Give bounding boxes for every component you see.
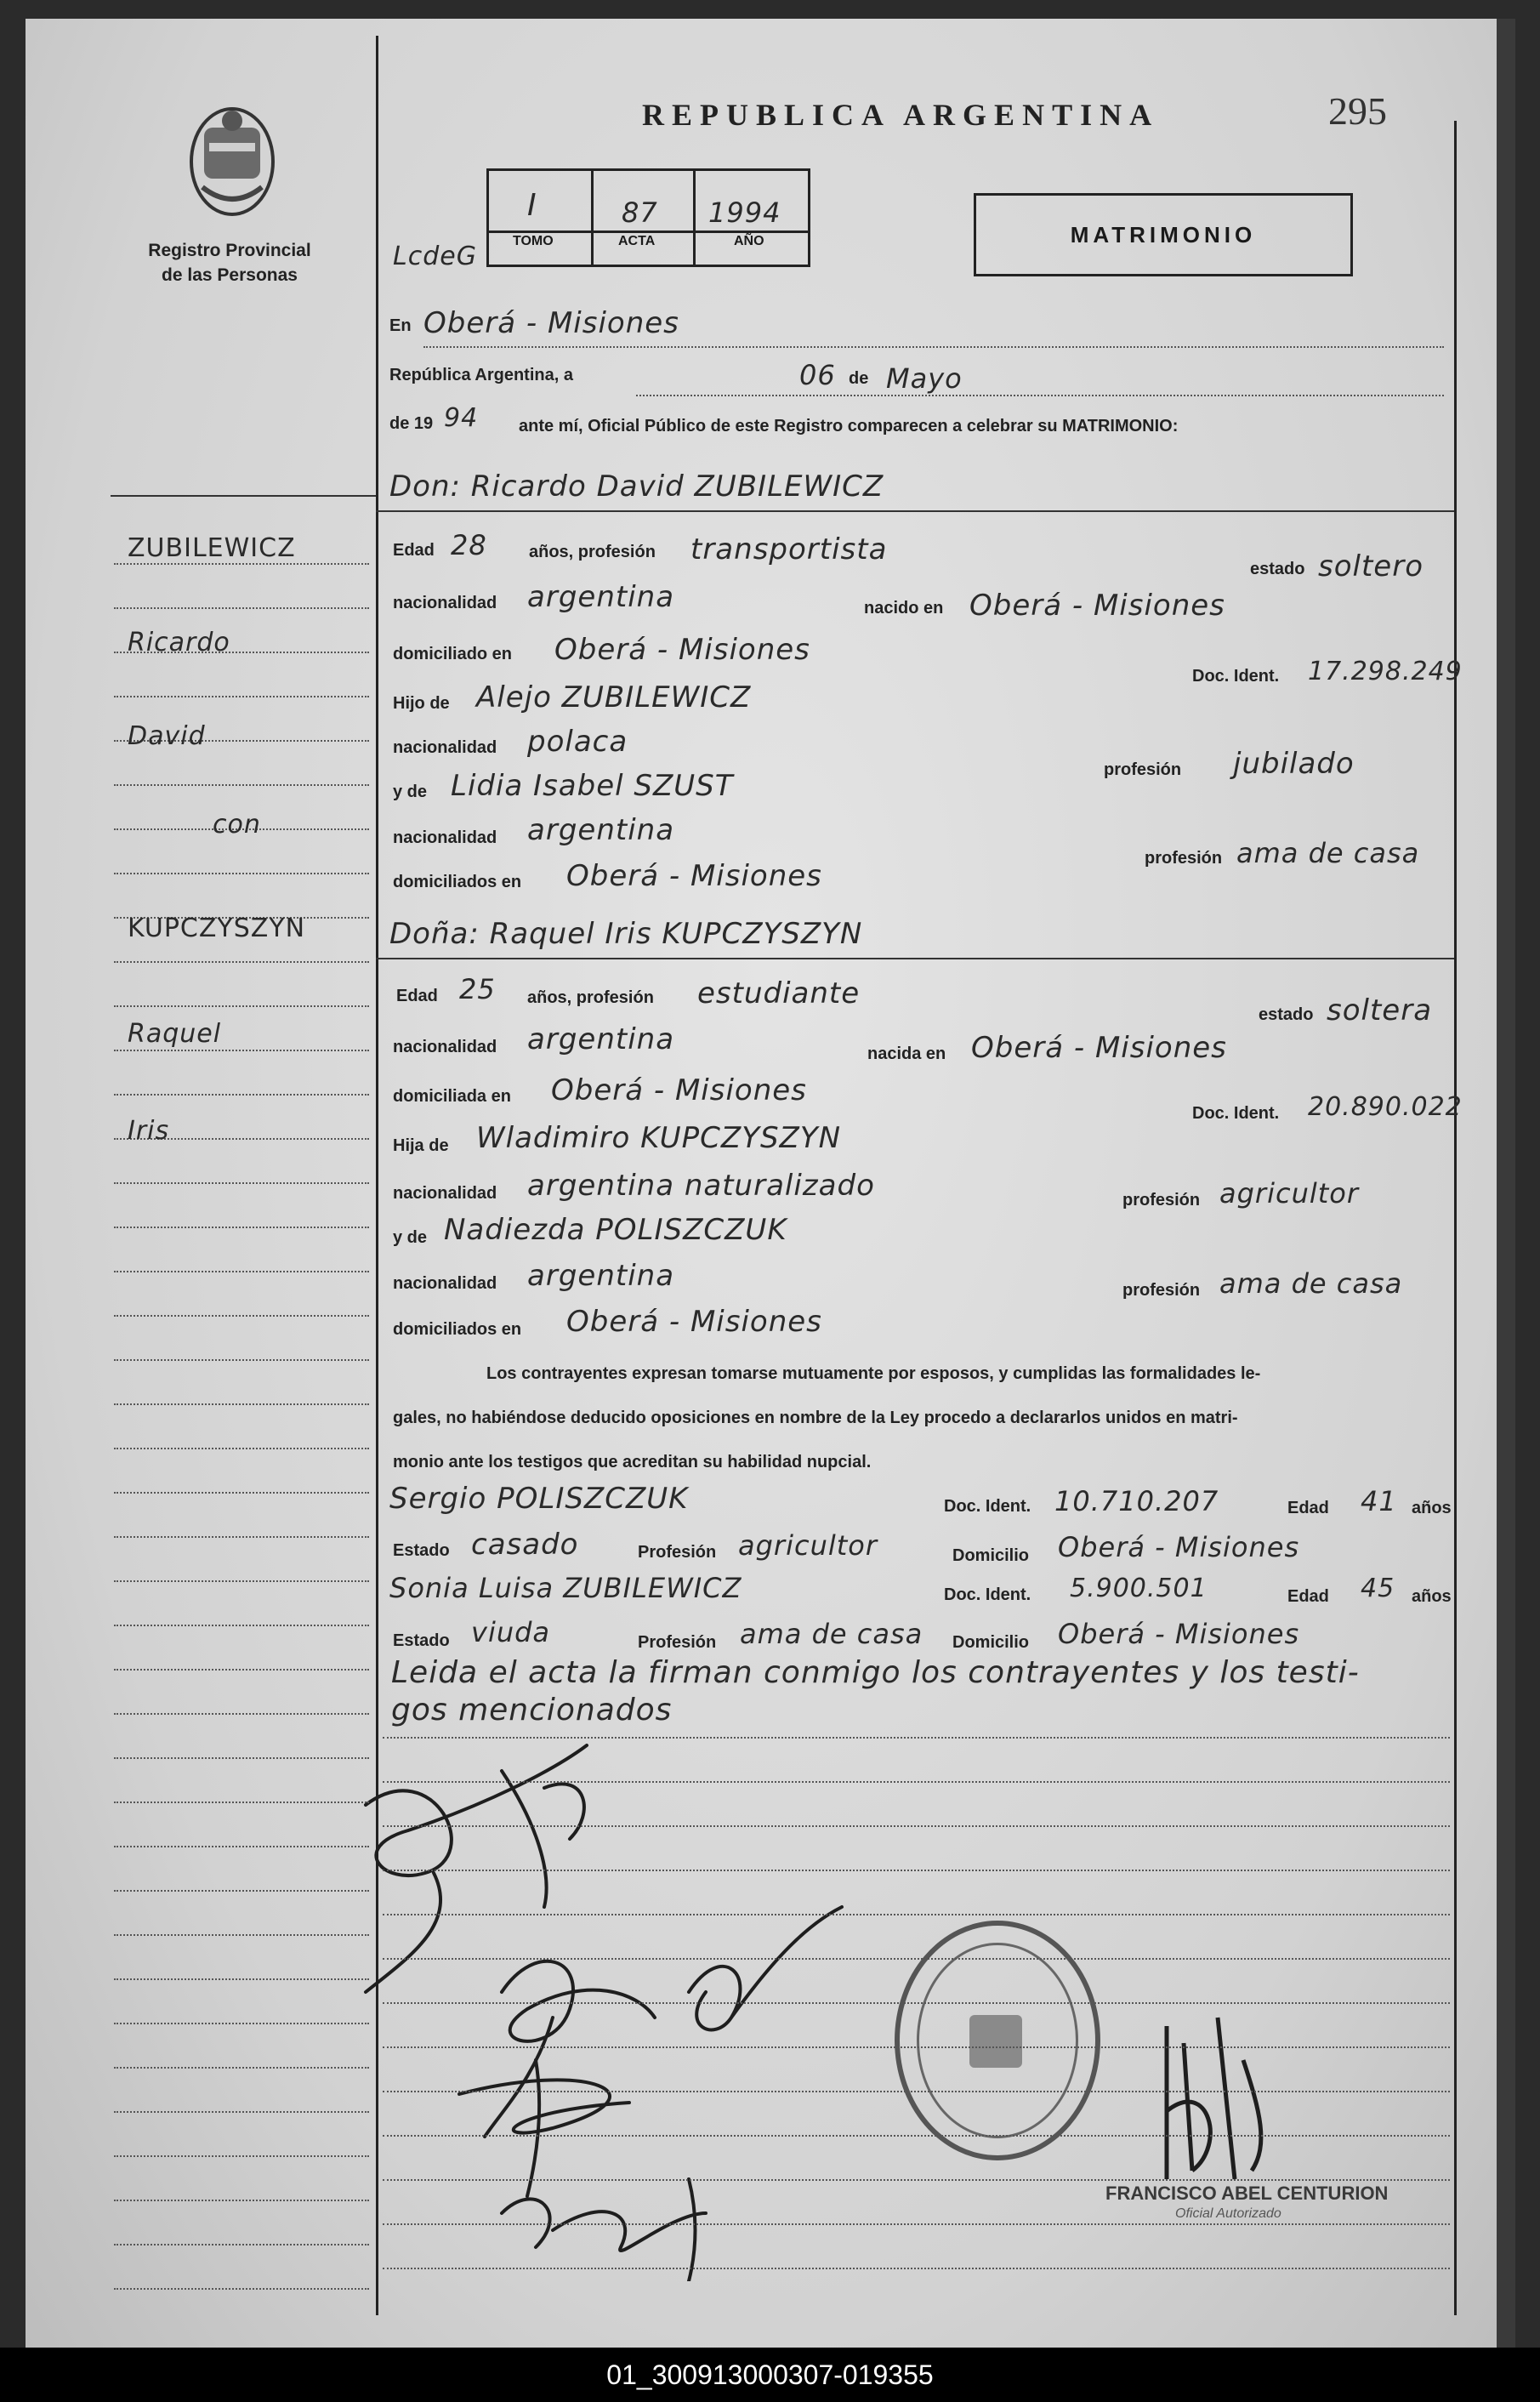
groom-parents-dom-label: domiciliados en: [393, 873, 522, 891]
margin-rule-line: [114, 563, 369, 565]
volume-box: [486, 168, 810, 267]
witness-2-profession: ama de casa: [740, 1618, 923, 1650]
official-seal-icon: [895, 1921, 1100, 2160]
margin-rule-line: [114, 1978, 369, 1980]
witness-1-doc-label: Doc. Ident.: [944, 1497, 1031, 1516]
body-rule-line: [383, 2135, 1450, 2137]
witness-1-name: Sergio POLISZCZUK: [389, 1482, 689, 1516]
groom-dom-label: domiciliado en: [393, 645, 513, 663]
bride-profession: estudiante: [697, 976, 861, 1010]
groom-mother-profession: ama de casa: [1236, 837, 1420, 869]
intro-statement: ante mí, Oficial Público de este Registro comparecen a celebrar su MATRIMONIO:: [519, 417, 1179, 435]
tomo-value: I: [527, 188, 537, 223]
page-number: 295: [1328, 89, 1387, 133]
groom-estado: soltero: [1318, 549, 1424, 583]
declaration-line-3: monio ante los testigos que acreditan su habilidad nupcial.: [393, 1453, 872, 1471]
bride-parents-domicile: Oberá - Misiones: [566, 1305, 822, 1339]
body-rule-line: [383, 1870, 1450, 1871]
body-rule-line: [383, 1737, 1450, 1739]
margin-rule-line: [114, 696, 369, 697]
groom-father-nac-label: nacionalidad: [393, 738, 497, 757]
bride-father-nac-label: nacionalidad: [393, 1184, 497, 1203]
margin-rule-line: [114, 1757, 369, 1759]
scan-footer: [0, 2348, 1540, 2402]
body-rule-line: [383, 2046, 1450, 2048]
margin-rule-line: [114, 1050, 369, 1051]
bride-mother-nac-label: nacionalidad: [393, 1274, 497, 1293]
witness-1-anos-label: años: [1412, 1499, 1452, 1517]
groom-father-profession: jubilado: [1233, 747, 1355, 781]
bride-yde-label: y de: [393, 1228, 428, 1247]
margin-rule-line: [114, 1005, 369, 1007]
witness-2-estado-label: Estado: [393, 1631, 450, 1650]
document-page: [26, 19, 1515, 2348]
body-rule-line: [383, 1825, 1450, 1827]
body-rule-line: [383, 2179, 1450, 2181]
margin-rule-line: [114, 1536, 369, 1538]
groom-mother: Lidia Isabel SZUST: [451, 769, 734, 803]
right-border: [1454, 121, 1457, 2315]
bride-dom-label: domiciliada en: [393, 1087, 511, 1106]
body-rule-line: [383, 1914, 1450, 1915]
margin-rule-line: [114, 784, 369, 786]
margin-rule-line: [114, 1846, 369, 1847]
groom-age: 28: [451, 529, 487, 561]
margin-rule-line: [114, 2111, 369, 2113]
margin-rule-line: [114, 1182, 369, 1184]
groom-father-nationality: polaca: [527, 725, 628, 759]
margin-note-con: con: [213, 810, 261, 840]
bride-domicile: Oberá - Misiones: [551, 1073, 807, 1107]
scan-id: 01_300913000307-019355: [606, 2359, 934, 2390]
bride-father-profession: agricultor: [1219, 1177, 1360, 1210]
bride-age: 25: [459, 973, 496, 1005]
witness-1-estado-label: Estado: [393, 1541, 450, 1560]
act-place: Oberá - Misiones: [423, 306, 679, 340]
margin-note-groom-middle: David: [128, 721, 206, 751]
body-rule-line: [383, 2002, 1450, 2004]
closing-line-2: gos mencionados: [391, 1693, 673, 1728]
tomo-label: TOMO: [513, 234, 554, 248]
year-prefix: de 19: [389, 414, 434, 433]
bride-estado: soltera: [1327, 993, 1433, 1027]
groom-doc: 17.298.249: [1308, 657, 1463, 686]
acta-value: 87: [622, 196, 658, 229]
closing-line-1: Leida el acta la firman conmigo los contrayentes y los testi-: [391, 1655, 1360, 1690]
margin-rule-line: [114, 2244, 369, 2245]
margin-rule-line: [114, 1802, 369, 1803]
record-type: MATRIMONIO: [1070, 221, 1257, 248]
bride-estado-label: estado: [1259, 1005, 1314, 1024]
book-code: LcdeG: [393, 242, 477, 271]
official-title: Oficial Autorizado: [1175, 2206, 1281, 2221]
margin-rule-line: [114, 2067, 369, 2069]
witness-2-prof-label: Profesión: [638, 1633, 717, 1652]
de-label: de: [849, 369, 869, 388]
groom-nationality: argentina: [527, 580, 675, 614]
margin-rule-line: [114, 1492, 369, 1494]
groom-doc-label: Doc. Ident.: [1192, 667, 1280, 686]
margin-rule-line: [114, 1094, 369, 1096]
country-title: REPUBLICA ARGENTINA: [642, 98, 1160, 132]
bride-name: Doña: Raquel Iris KUPCZYSZYN: [389, 917, 863, 951]
coat-of-arms-icon: [185, 102, 279, 221]
bride-hija-label: Hija de: [393, 1136, 449, 1155]
margin-note-surname-groom: ZUBILEWICZ: [128, 533, 296, 563]
witness-1-profession: agricultor: [738, 1529, 878, 1562]
witness-1-estado: casado: [471, 1528, 579, 1562]
en-label: En: [389, 316, 412, 335]
margin-rule-line: [114, 961, 369, 963]
ano-label: AÑO: [734, 234, 764, 248]
registry-name: Registro Provincial de las Personas: [148, 241, 311, 285]
body-rule-line: [383, 1958, 1450, 1960]
groom-birthplace: Oberá - Misiones: [969, 589, 1225, 623]
body-rule-line: [383, 2223, 1450, 2225]
margin-note-groom-first: Ricardo: [128, 628, 230, 657]
republica-label: República Argentina, a: [389, 366, 573, 384]
bride-nationality: argentina: [527, 1022, 675, 1056]
witness-1-age: 41: [1361, 1485, 1397, 1517]
groom-nacido-label: nacido en: [864, 599, 944, 618]
ano-value: 1994: [708, 196, 781, 229]
bride-father-prof-label: profesión: [1122, 1191, 1201, 1210]
bride-mother-prof-label: profesión: [1122, 1281, 1201, 1300]
margin-rule-line: [114, 1271, 369, 1272]
margin-rule-line: [114, 1669, 369, 1671]
bride-mother-nationality: argentina: [527, 1259, 675, 1293]
bride-birthplace: Oberá - Misiones: [971, 1031, 1227, 1065]
acta-label: ACTA: [618, 234, 656, 248]
record-type-box: [974, 193, 1353, 276]
margin-rule-line: [114, 873, 369, 874]
bride-edad-label: Edad: [396, 987, 438, 1005]
act-month: Mayo: [886, 362, 963, 395]
page-edge-shadow: [1497, 19, 1515, 2348]
margin-note-bride-first: Raquel: [128, 1019, 222, 1049]
witness-2-doc: 5.900.501: [1070, 1574, 1208, 1603]
year-suffix: 94: [444, 403, 479, 433]
witness-1-dom-label: Domicilio: [952, 1546, 1030, 1565]
margin-rule-line: [114, 607, 369, 609]
margin-rule-line: [114, 2155, 369, 2157]
bride-doc: 20.890.022: [1308, 1092, 1463, 1122]
margin-rule-line: [114, 2200, 369, 2201]
groom-parents-domicile: Oberá - Misiones: [566, 859, 822, 893]
margin-rule-line: [114, 1448, 369, 1449]
body-rule-line: [383, 2091, 1450, 2092]
official-name: FRANCISCO ABEL CENTURION: [1105, 2183, 1389, 2204]
margin-rule-line: [114, 1227, 369, 1228]
witness-1-domicile: Oberá - Misiones: [1058, 1531, 1300, 1563]
groom-hijo-label: Hijo de: [393, 694, 450, 713]
witness-2-anos-label: años: [1412, 1587, 1452, 1606]
margin-rule-line: [114, 1890, 369, 1892]
margin-rule-line: [114, 2288, 369, 2290]
bride-doc-label: Doc. Ident.: [1192, 1104, 1280, 1123]
groom-nac-label: nacionalidad: [393, 594, 497, 612]
groom-yde-label: y de: [393, 783, 428, 801]
body-rule-line: [383, 1781, 1450, 1783]
witness-2-age: 45: [1361, 1574, 1395, 1603]
margin-rule-line: [114, 1580, 369, 1582]
witness-2-name: Sonia Luisa ZUBILEWICZ: [389, 1572, 742, 1604]
bride-mother-profession: ama de casa: [1219, 1267, 1403, 1300]
groom-mother-nationality: argentina: [527, 813, 675, 847]
groom-mother-nac-label: nacionalidad: [393, 828, 497, 847]
groom-father-prof-label: profesión: [1104, 760, 1182, 779]
bride-father: Wladimiro KUPCZYSZYN: [476, 1121, 842, 1155]
witness-1-prof-label: Profesión: [638, 1543, 717, 1562]
witness-2-domicile: Oberá - Misiones: [1058, 1618, 1300, 1650]
groom-father: Alejo ZUBILEWICZ: [476, 680, 752, 714]
declaration-line-1: Los contrayentes expresan tomarse mutuamente por esposos, y cumplidas las formalidades le-: [486, 1364, 1261, 1383]
witness-1-edad-label: Edad: [1287, 1499, 1329, 1517]
act-day: 06: [799, 359, 836, 391]
margin-rule-line: [114, 1359, 369, 1361]
bride-mother: Nadiezda POLISZCZUK: [444, 1213, 787, 1247]
declaration-line-2: gales, no habiéndose deducido oposiciones en nombre de la Ley procedo a declararlos unidos en matri-: [393, 1409, 1238, 1427]
margin-rule-line: [114, 2023, 369, 2024]
bride-nacida-label: nacida en: [867, 1044, 946, 1063]
margin-note-bride-middle: Iris: [128, 1116, 170, 1146]
witness-1-doc: 10.710.207: [1054, 1485, 1219, 1517]
margin-rule-line: [114, 1403, 369, 1405]
witness-2-edad-label: Edad: [1287, 1587, 1329, 1606]
margin-rule-line: [114, 1934, 369, 1936]
groom-domicile: Oberá - Misiones: [554, 633, 810, 667]
margin-rule-line: [114, 1713, 369, 1715]
witness-2-estado: viuda: [471, 1616, 551, 1648]
groom-profesion-label: años, profesión: [529, 543, 656, 561]
groom-mother-prof-label: profesión: [1145, 849, 1223, 868]
bride-parents-dom-label: domiciliados en: [393, 1320, 522, 1339]
bride-nac-label: nacionalidad: [393, 1038, 497, 1056]
witness-2-doc-label: Doc. Ident.: [944, 1585, 1031, 1604]
groom-profession: transportista: [690, 532, 888, 566]
groom-edad-label: Edad: [393, 541, 435, 560]
margin-rule-line: [114, 1625, 369, 1626]
groom-name: Don: Ricardo David ZUBILEWICZ: [389, 470, 884, 504]
witness-2-dom-label: Domicilio: [952, 1633, 1030, 1652]
body-rule-line: [383, 2268, 1450, 2269]
groom-estado-label: estado: [1250, 560, 1305, 578]
bride-father-nationality: argentina naturalizado: [527, 1169, 875, 1203]
margin-rule-line: [114, 1315, 369, 1317]
margin-note-surname-bride: KUPCZYSZYN: [128, 914, 306, 943]
bride-profesion-label: años, profesión: [527, 988, 654, 1007]
